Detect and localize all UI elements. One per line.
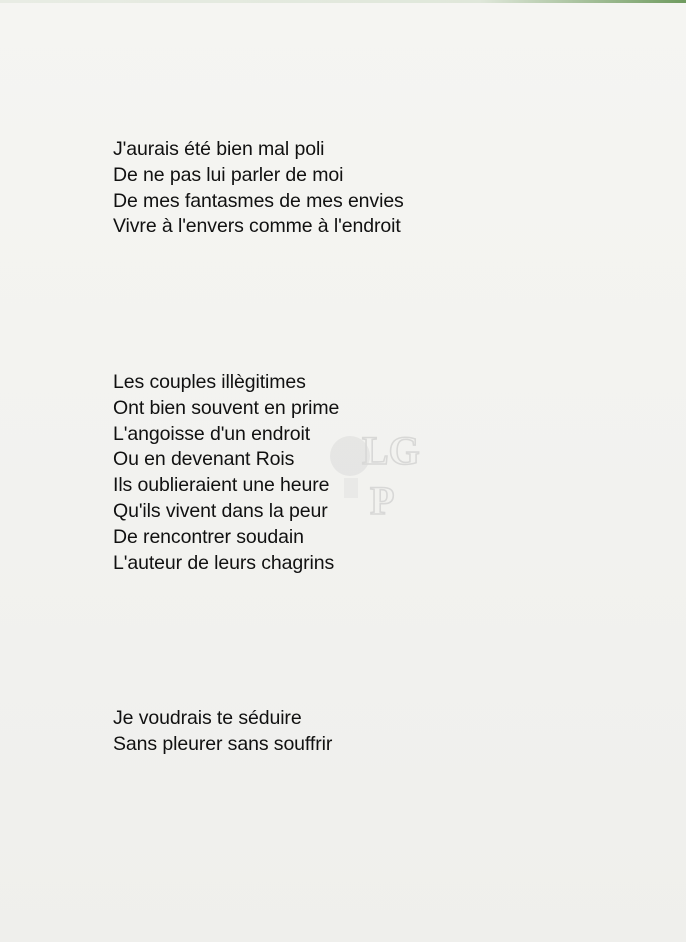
poem-line: Les couples illègitimes — [113, 371, 306, 393]
poem-line: L'angoisse d'un endroit — [113, 422, 311, 445]
page-bottom-edge — [0, 942, 686, 950]
stanza-3 — [113, 706, 332, 758]
poem-line: De rencontrer soudain — [113, 525, 304, 548]
watermark-letters-lg: LG — [362, 428, 420, 473]
poem-line: L'auteur de leurs chagrins — [113, 551, 335, 574]
poem-line: Qu'ils vivent dans la peur — [113, 499, 328, 522]
watermark-letter-p: P — [370, 478, 395, 522]
stanza-2 — [113, 370, 339, 576]
poem-line: De mes fantasmes de mes envies — [113, 189, 404, 212]
page-top-edge — [0, 0, 686, 3]
stanza-1 — [113, 137, 404, 240]
watermark-block — [344, 478, 358, 498]
poem-line: Ils oublieraient une heure — [113, 474, 330, 497]
poem-line: Je voudrais te séduire — [113, 707, 302, 729]
poem-line: J'aurais été bien mal poli — [113, 138, 325, 160]
poem-line: Ont bien souvent en prime — [113, 396, 340, 419]
poem-line: Ou en devenant Rois — [113, 448, 295, 471]
poem-line: Vivre à l'envers comme à l'endroit — [113, 215, 401, 238]
watermark-logo — [322, 418, 422, 522]
poem-line: De ne pas lui parler de moi — [113, 163, 344, 186]
poem-line: Sans pleurer sans souffrir — [113, 732, 333, 755]
